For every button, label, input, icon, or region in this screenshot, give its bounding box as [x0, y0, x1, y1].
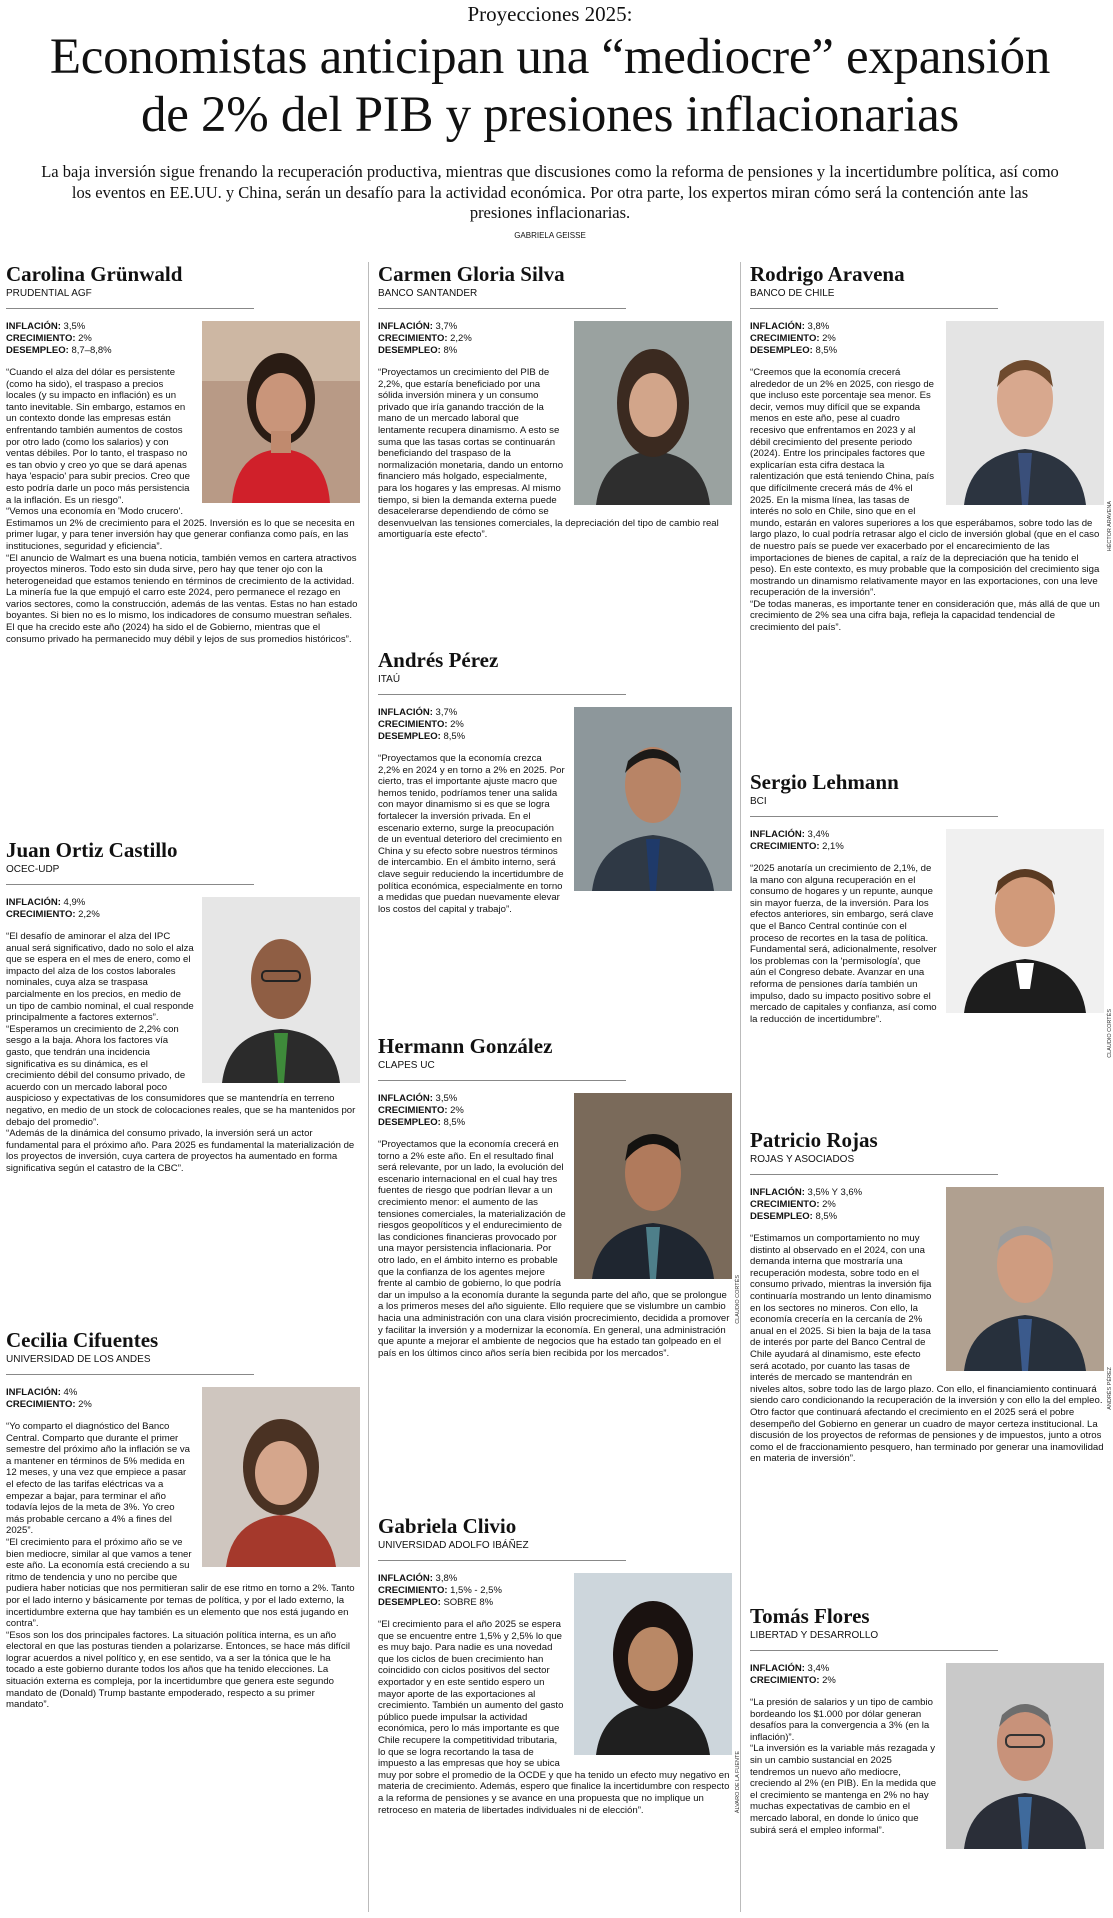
divider — [750, 308, 998, 309]
inflation-label: INFLACIÓN: — [6, 1387, 61, 1398]
inflation-value: 4% — [60, 1387, 78, 1398]
divider — [750, 1650, 998, 1651]
portrait-photo — [202, 1387, 360, 1567]
inflation-value: 3,8% — [432, 1573, 458, 1584]
quote-paragraph: “La presión de salarios y un tipo de cambio bordeando los $1.000 por dólar generan desafíos para la convergencia a 3% (en la inflación)”. — [750, 1697, 933, 1743]
economist-org: BANCO DE CHILE — [750, 288, 835, 299]
inflation-value: 3,4% — [804, 829, 830, 840]
growth-label: CRECIMIENTO: — [6, 1399, 76, 1410]
entry-flores — [750, 1604, 1104, 1855]
portrait-man-icon — [946, 1187, 1104, 1371]
portrait-woman-icon — [574, 1573, 732, 1755]
economist-name: Patricio Rojas — [750, 1128, 878, 1152]
photo-credit: CLAUDIO CORTÉS — [735, 1275, 741, 1324]
growth-label: CRECIMIENTO: — [6, 333, 76, 344]
entry-aravena — [750, 262, 1113, 634]
unemployment-value: SOBRE 8% — [440, 1597, 494, 1608]
quote-paragraph: “El crecimiento para el próximo año se ve bien mediocre, similar al que vamos a tener este año. La economía está creciendo a su ritmo de tendencia y uno no percibe que pudiera haber noticias que nos permitieran salir de ese ritmo en torno a 2%. Tanto por el lado interno y básicamente por temas de política, y por el lado externo, la incertidumbre externa que hay también es un elemento que nos está jugando en contra”. — [6, 1536, 355, 1630]
unemployment-label: DESEMPLEO: — [378, 1597, 441, 1608]
growth-value: 2% — [447, 719, 464, 730]
quote-paragraph: “2025 anotaría un crecimiento de 2,1%, de la mano con alguna recuperación en el consumo de hogares y un repunte, aunque sin mayor fuerza, de la inversión. Para los efectos anteriores, sin embargo, será clave que el Banco Central continúe con el proceso de recortes en la tasa de política. Fundamental será, adicionalmente, resolver los problemas con la 'permisología', que aún el Congreso debate. Avanzar en una reforma de pensiones daría también un impulso, dado su impacto positivo sobre el mercado de capitales y confianza, así como la reducción de incertidumbre”. — [750, 863, 937, 1025]
photo-credit: HÉCTOR ARAVENA — [1107, 501, 1113, 552]
divider — [378, 694, 626, 695]
portrait-man-icon — [574, 1093, 732, 1279]
divider — [378, 1560, 626, 1561]
unemployment-label: DESEMPLEO: — [378, 345, 441, 356]
portrait-man-icon — [946, 829, 1104, 1013]
growth-label: CRECIMIENTO: — [750, 841, 820, 852]
economist-name: Tomás Flores — [750, 1604, 870, 1628]
unemployment-label: DESEMPLEO: — [750, 345, 813, 356]
inflation-label: INFLACIÓN: — [378, 1573, 433, 1584]
growth-label: CRECIMIENTO: — [378, 1105, 448, 1116]
entry-ortiz — [6, 838, 360, 1174]
portrait-photo — [946, 1187, 1113, 1410]
photo-credit: CLAUDIO CORTÉS — [1107, 1009, 1113, 1058]
growth-value: 2,2% — [75, 909, 100, 920]
economist-org: PRUDENTIAL AGF — [6, 288, 92, 299]
inflation-value: 4,9% — [60, 897, 86, 908]
quote-paragraph: “El crecimiento para el año 2025 se espera que se encuentre entre 1,5% y 2,5% lo que es muy bajo. Para nadie es una novedad que los ciclos de buen crecimiento han coincidido con ciclos positivos del sector exportador y en este sentido espero un mayor aporte de las exportaciones al crecimiento. También un aumento del gasto público puede impulsar la actividad económica, pero lo más importante es que Chile recupere la competitividad tributaria, lo que se logra recortando la tasa de impuesto a las empresas que hoy se ubica muy por sobre el promedio de la OCDE y que ha tenido un efecto muy negativo en materia de crecimiento. Además, espero que finalice la incertidumbre con respecto a la reforma de pensiones y se avance en una propuesta que no implique un retroceso en materia de libertades individuales ni de elección”. — [378, 1619, 730, 1816]
portrait-man-icon — [946, 321, 1104, 505]
column-rule — [368, 262, 369, 1912]
economist-org: ITAÚ — [378, 674, 401, 685]
inflation-value: 3,7% — [432, 707, 458, 718]
inflation-label: INFLACIÓN: — [750, 1663, 805, 1674]
headline-line-1: Economistas anticipan una “mediocre” expansión — [49, 29, 1051, 85]
portrait-photo — [574, 1093, 741, 1324]
divider — [6, 308, 254, 309]
growth-value: 2,2% — [447, 333, 472, 344]
unemployment-value: 8,5% — [812, 345, 838, 356]
quote-paragraph: “Creemos que la economía crecerá alrededor de un 2% en 2025, con riesgo de que incluso este porcentaje sea menor. Es decir, vemos muy difícil que se expanda menos en este año, pese al cuadro recesivo que enfrentamos en 2023 y al débil crecimiento del presente periodo (2024). Entre los principales factores que explicarían esta cifra destaca la ralentización que está teniendo China, país que difícilmente crecerá más de 4% el 2025. En la misma línea, las tasas de interés no solo en Chile, sino que en el mundo, estarán en valores superiores a los que esperábamos, sobre todo las de largo plazo, lo cual podría retrasar algo el ciclo de inversión global (que en el caso de nuestro país se puede ver exacerbado por el encarecimiento de las importaciones de bienes de capital, a raíz de la depreciación que ha tenido el peso). En este contexto, es muy probable que la composición del crecimiento siga mostrando un dinamismo relativamente mayor en las exportaciones, con una leve recuperación de la inversión”. — [750, 367, 1100, 599]
portrait-photo — [574, 707, 732, 891]
quote-paragraph: “Proyectamos que la economía crecerá en torno a 2% este año. En el resultado final será relevante, por un lado, la evolución del escenario internacional en el cual hay tres fuentes de riesgo que podrían llevar a un crecimiento menor: el aumento de las tensiones comerciales, la materialización de riesgos geopolíticos y el endurecimiento de las condiciones financieras provocado por una mayor persistencia inflacionaria. Por otro lado, en el ámbito interno es probable que la confianza de los agentes mejore frente al cambio de gobierno, lo que podría dar un impulso a la economía durante la segunda parte del año, que se prolongue a los primeros meses del año siguiente. Ello requiere que se vislumbre un cambio hacia una administración con una clara visión procrecimiento, decidida a promover y facilitar la inversión y a modernizar la economía. En general, una administración que apunte a mejorar el ambiente de negocios que ha estado tan golpeado en el país en los últimos cinco años sería bien recibida por los mercados”. — [378, 1139, 730, 1359]
quote-paragraph: “Cuando el alza del dólar es persistente (como ha sido), el traspaso a precios locales (y su impacto en inflación) es un tanto inevitable. Sin embargo, estamos en un contexto donde las empresas están enfrentando también aumentos de costos por otro lado (como los salarios) y con ventas débiles. Por lo tanto, el traspaso no es tan obvio y creo yo que se dará apenas haya 'espacio' para subir precios. Creo que esto podría darle un poco más persistencia a la inflación. Es un riesgo”. — [6, 367, 190, 506]
unemployment-label: DESEMPLEO: — [6, 345, 69, 356]
portrait-photo — [574, 1573, 741, 1814]
quote-paragraph: “La inversión es la variable más rezagada y sin un cambio sustancial en 2025 tendremos un nuevo año mediocre, creciendo al 2% (en PIB). En la medida que el crecimiento se mantenga en 2% no hay muchas expectativas de cambio en el mercado laboral, en donde lo único que subirá será el empleo informal”. — [750, 1743, 937, 1836]
growth-label: CRECIMIENTO: — [750, 1199, 820, 1210]
inflation-label: INFLACIÓN: — [6, 321, 61, 332]
quote-paragraph: “Estimamos un comportamiento no muy distinto al observado en el 2024, con una demanda interna que mostraría una recuperación modesta, sobre todo en el consumo privado, mientras la inversión fija continuaría mostrando un lento dinamismo en los sectores no mineros. Con ello, la economía crecería en la cercanía de 2% anual en el 2025. Si bien la baja de la tasa de interés por parte del Banco Central de Chile ayudará al dinamismo, este efecto será acotado, por cuanto las tasas de interés de mercado se mantendrán en niveles altos, sobre todo las de largo plazo. Con ello, el financiamiento continuará siendo caro condicionando la recuperación de la inversión y con ello la del empleo. Otro factor que continuará afectando el crecimiento en el 2025 será el pobre desempeño del Gobierno en generar un cuadro de mayor certeza institucional. La discusión de los proyectos de reformas de pensiones y de impuestos, junto a otros como el de fraccionamiento pesquero, han terminado por generar una inamovilidad en materia de inversión”. — [750, 1233, 1104, 1465]
inflation-label: INFLACIÓN: — [378, 1093, 433, 1104]
quote-paragraph: “Vemos una economía en 'Modo crucero'. Estimamos un 2% de crecimiento para el 2025. Inversión es lo que se necesita en primer lugar, y para tener inversión hay que generar confianza como país, en las instituciones, seguridad y eficiencia”. — [6, 506, 355, 552]
portrait-photo — [946, 1663, 1104, 1849]
economist-name: Andrés Pérez — [378, 648, 499, 672]
inflation-label: INFLACIÓN: — [750, 321, 805, 332]
quote-paragraph: “Proyectamos un crecimiento del PIB de 2,2%, que estaría beneficiado por una sólida inversión minera y un consumo privado que iría ganando tracción de la mano de un mercado laboral que lentamente recupera dinamismo. A esto se suma que las tasas cortas se continuarán beneficiando del traspaso de la normalización monetaria, dando un entorno financiero más holgado, especialmente, para los hogares y las empresas. Al mismo tiempo, si bien la demanda externa puede desacelerarse dependiendo de cómo se desenvuelvan las tensiones comerciales, la depreciación del tipo de cambio real amortiguaría este efecto”. — [378, 367, 719, 541]
headline — [0, 28, 1100, 144]
growth-label: CRECIMIENTO: — [378, 1585, 448, 1596]
quote-paragraph: “El anuncio de Walmart es una buena noticia, también vemos en cartera atractivos proyectos mineros. Todo esto sin duda sirve, pero hay que tener ojo con la heterogeneidad que estamos teniendo en términos de crecimiento de la actividad. La minería fue la que empujó el carro este 2024, pero permanece el rezago en varios sectores, como la construcción, además de las ventas. Estas no han estado boyantes. Si bien no es lo mismo, los indicadores de consumo muestran señales. El que ha crecido este año (2024) ha sido el de Gobierno, mientras que el consumo privado ha permanecido muy débil y lejos de sus promedios históricos”. — [6, 552, 358, 645]
economist-name: Rodrigo Aravena — [750, 262, 905, 286]
photo-credit: ÁLVARO DE LA FUENTE — [735, 1751, 741, 1814]
unemployment-label: DESEMPLEO: — [378, 1117, 441, 1128]
portrait-photo — [946, 321, 1113, 552]
growth-label: CRECIMIENTO: — [378, 719, 448, 730]
economist-org: CLAPES UC — [378, 1060, 435, 1071]
portrait-photo — [202, 321, 360, 503]
economist-name: Juan Ortiz Castillo — [6, 838, 178, 862]
quote-paragraph: “Esperamos un crecimiento de 2,2% con sesgo a la baja. Ahora los factores vía gasto, que tendrán una incidencia significativa es su dinámica, es el crecimiento débil del consumo privado, de acuerdo con un mercado laboral poco auspicioso y expectativas de los consumidores que se mantendría en terreno negativo, en medio de un stock de colocaciones reales, que se ha mantenidos por debajo del promedio”. — [6, 1023, 356, 1128]
economist-org: OCEC-UDP — [6, 864, 60, 875]
entry-silva — [378, 262, 732, 541]
unemployment-value: 8,5% — [440, 1117, 466, 1128]
growth-value: 2% — [819, 1675, 836, 1686]
entry-clivio — [378, 1514, 741, 1816]
quote-paragraph: “Proyectamos que la economía crezca 2,2% en 2024 y en torno a 2% en 2025. Por cierto, tras el importante ajuste macro que hemos tenido, podríamos tener una salida con mayor dinamismo si es que se logra fortalecer la inversión privada. En el escenario externo, surge la preocupación de un eventual deterioro del crecimiento en China y su efecto sobre nuestros términos de intercambio. En el ámbito interno, será clave seguir reduciendo la incertidumbre de política económica, especialmente en torno a medidas que puedan nuevamente elevar los costos del capital y trabajo”. — [378, 753, 565, 915]
kicker: Proyecciones 2025: — [467, 2, 633, 26]
economist-name: Gabriela Clivio — [378, 1514, 517, 1538]
portrait-photo — [946, 829, 1113, 1058]
quote-paragraph: “Además de la dinámica del consumo privado, la inversión será un actor fundamental para el próximo año. Para 2025 es fundamental la materialización de los proyectos de inversión, cuya cartera de proyectos ha aumentado en forma significativa según el catastro de la CBC”. — [6, 1128, 355, 1174]
growth-label: CRECIMIENTO: — [378, 333, 448, 344]
unemployment-value: 8,5% — [440, 731, 466, 742]
economist-org: ROJAS Y ASOCIADOS — [750, 1154, 855, 1165]
quote-paragraph: “Yo comparto el diagnóstico del Banco Central. Comparto que durante el primer semestre del próximo año la inflación se va a mantener en términos de 5% medida en 12 meses, y una vez que empiece a pasar el efecto de las tarifas eléctricas va a empezar a bajar, para terminar el año todavía lejos de la meta de 3%. Yo creo más probable cercano a 4% a fines del 2025”. — [6, 1421, 190, 1537]
divider — [6, 884, 254, 885]
economist-org: UNIVERSIDAD ADOLFO IBÁÑEZ — [378, 1540, 529, 1551]
entry-gruenwald — [6, 262, 360, 645]
portrait-man-icon — [574, 707, 732, 891]
photo-credit: ANDRÉS PÉREZ — [1107, 1367, 1113, 1410]
quote-paragraph: “De todas maneras, es importante tener en consideración que, más allá de que un crecimiento de 2% sea una cifra baja, refleja la capacidad tendencial de crecimiento del país”. — [750, 598, 1100, 634]
divider — [6, 1374, 254, 1375]
unemployment-label: DESEMPLEO: — [378, 731, 441, 742]
deck: La baja inversión sigue frenando la recuperación productiva, mientras que discusiones como la reforma de pensiones y la incertidumbre política, así como los eventos en EE.UU. y China, serán un desafío para la actividad económica. Por otra parte, los expertos miran cómo será la contención ante las presiones inflacionarias. — [41, 162, 1059, 222]
inflation-label: INFLACIÓN: — [378, 707, 433, 718]
portrait-photo — [574, 321, 732, 505]
inflation-label: INFLACIÓN: — [750, 1187, 805, 1198]
portrait-woman-icon — [202, 1387, 360, 1567]
portrait-man-icon — [202, 897, 360, 1083]
divider — [750, 1174, 998, 1175]
economist-org: BANCO SANTANDER — [378, 288, 478, 299]
divider — [378, 308, 626, 309]
inflation-label: INFLACIÓN: — [6, 897, 61, 908]
economist-name: Cecilia Cifuentes — [6, 1328, 159, 1352]
entry-gonzalez — [378, 1034, 741, 1359]
growth-value: 2% — [447, 1105, 464, 1116]
unemployment-label: DESEMPLEO: — [750, 1211, 813, 1222]
portrait-photo — [202, 897, 360, 1083]
divider — [750, 816, 998, 817]
growth-value: 2% — [75, 1399, 92, 1410]
economist-name: Sergio Lehmann — [750, 770, 899, 794]
portrait-woman-icon — [202, 321, 360, 503]
quote-paragraph: “Esos son los dos principales factores. La situación política interna, es un año electoral en que las posturas tienden a polarizarse. Entonces, se hace más difícil lograr acuerdos a nivel político y, en ese sentido, va a ser la tónica que le ha tocado a este gobierno durante todos los años que ha tenido elecciones. La situación externa es compleja, por la incertidumbre que genera este segundo mandato de (Donald) Trump bastante empoderado, respecto a su primer mandato”. — [6, 1629, 350, 1711]
column-rule — [740, 262, 741, 1912]
economist-name: Hermann González — [378, 1034, 553, 1058]
quote-paragraph: “El desafío de aminorar el alza del IPC anual será significativo, dado no solo el alza que se espera en el mes de enero, como el impacto del alza de los costos laborales nominales, cuya alza se traspasa parcialmente en los precios, en medio de un tipo de cambio nominal, el cual responde principalmente a factores externos”. — [6, 931, 194, 1024]
inflation-value: 3,7% — [432, 321, 458, 332]
inflation-value: 3,8% — [804, 321, 830, 332]
headline-line-2: de 2% del PIB y presiones inflacionarias — [141, 87, 959, 143]
growth-label: CRECIMIENTO: — [750, 1675, 820, 1686]
inflation-value: 3,5% Y 3,6% — [804, 1187, 863, 1198]
growth-label: CRECIMIENTO: — [6, 909, 76, 920]
growth-value: 2% — [819, 333, 836, 344]
divider — [378, 1080, 626, 1081]
portrait-woman-icon — [574, 321, 732, 505]
entry-perez — [378, 648, 732, 915]
inflation-value: 3,5% — [432, 1093, 458, 1104]
inflation-label: INFLACIÓN: — [378, 321, 433, 332]
growth-value: 1,5% - 2,5% — [447, 1585, 502, 1596]
growth-value: 2% — [819, 1199, 836, 1210]
entry-cifuentes — [6, 1328, 360, 1711]
economist-name: Carolina Grünwald — [6, 262, 183, 286]
economist-org: LIBERTAD Y DESARROLLO — [750, 1630, 879, 1641]
entry-lehmann — [750, 770, 1113, 1058]
unemployment-value: 8% — [440, 345, 458, 356]
entry-rojas — [750, 1128, 1113, 1465]
inflation-label: INFLACIÓN: — [750, 829, 805, 840]
economist-org: UNIVERSIDAD DE LOS ANDES — [6, 1354, 151, 1365]
unemployment-value: 8,7–8,8% — [68, 345, 112, 356]
growth-value: 2% — [75, 333, 92, 344]
growth-label: CRECIMIENTO: — [750, 333, 820, 344]
portrait-man-icon — [946, 1663, 1104, 1849]
inflation-value: 3,4% — [804, 1663, 830, 1674]
growth-value: 2,1% — [819, 841, 844, 852]
unemployment-value: 8,5% — [812, 1211, 838, 1222]
economist-org: BCI — [750, 796, 767, 807]
byline: GABRIELA GEISSE — [514, 231, 586, 240]
economist-name: Carmen Gloria Silva — [378, 262, 565, 286]
inflation-value: 3,5% — [60, 321, 86, 332]
